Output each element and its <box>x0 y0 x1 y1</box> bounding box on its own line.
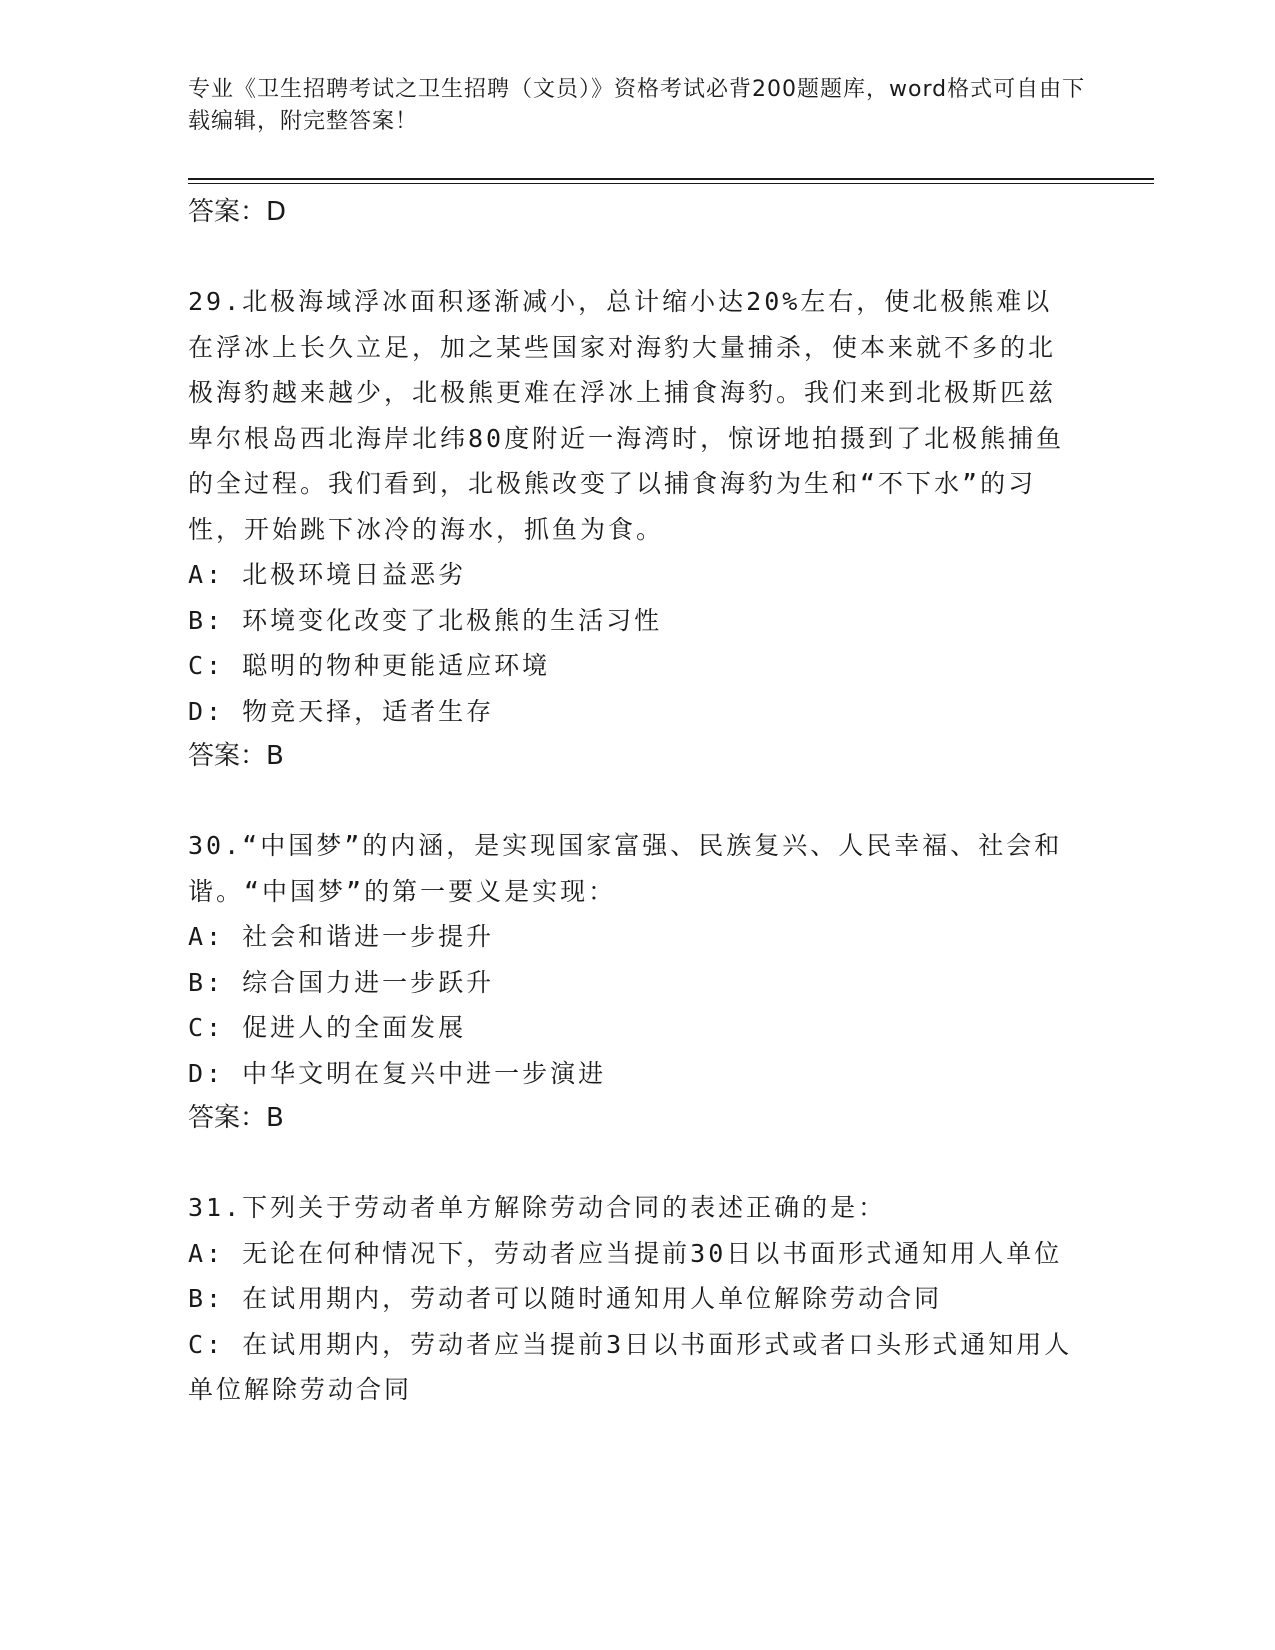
answer-line: 答案：D <box>188 197 287 227</box>
option-a: A: 北极环境日益恶劣 <box>188 560 467 589</box>
option-b: B: 在试用期内，劳动者可以随时通知用人单位解除劳动合同 <box>188 1284 943 1313</box>
option-c: C: 聪明的物种更能适应环境 <box>188 651 551 680</box>
answer-line: 答案：B <box>188 741 284 771</box>
option-b: B: 环境变化改变了北极熊的生活习性 <box>188 605 663 635</box>
document-body <box>188 190 1078 1413</box>
header-divider <box>188 178 1154 180</box>
option-c: C: 促进人的全面发展 <box>188 1013 467 1042</box>
question-block <box>188 279 1078 779</box>
question-text: 29.北极海域浮冰面积逐渐减小，总计缩小达20%左右，使北极熊难以在浮冰上长久立足，加之某些国家对海豹大量捕杀，使本来就不多的北极海豹越来越少，北极熊更难在浮冰上捕食海豹。我们来到北极斯匹兹卑尔根岛西北海岸北纬80度附近一海湾时，惊讶地拍摄到了北极熊捕鱼的全过程。我们看到，北极熊改变了以捕食海豹为生和“不下水”的习性，开始跳下冰冷的海水，抓鱼为食。 <box>188 287 1065 544</box>
header-divider-thin <box>188 183 1154 184</box>
question-block <box>188 823 1078 1141</box>
option-b: B: 综合国力进一步跃升 <box>188 967 495 997</box>
question-text: 31.下列关于劳动者单方解除劳动合同的表述正确的是： <box>188 1193 887 1222</box>
option-a: A: 无论在何种情况下，劳动者应当提前30日以书面形式通知用人单位 <box>188 1238 1063 1268</box>
question-text: 30.“中国梦”的内涵，是实现国家富强、民族复兴、人民幸福、社会和谐。“中国梦”的第一要义是实现： <box>188 831 1063 906</box>
document-header: 专业《卫生招聘考试之卫生招聘（文员）》资格考试必背200题题库，word格式可自由下载编辑，附完整答案！ <box>188 77 1086 134</box>
option-d: D: 中华文明在复兴中进一步演进 <box>188 1058 607 1088</box>
option-d: D: 物竞天择，适者生存 <box>188 696 495 726</box>
option-a: A: 社会和谐进一步提升 <box>188 922 495 951</box>
answer-line: 答案：B <box>188 1103 284 1133</box>
question-block <box>188 1185 1078 1413</box>
option-c: C: 在试用期内，劳动者应当提前3日以书面形式或者口头形式通知用人单位解除劳动合同 <box>188 1329 1073 1404</box>
